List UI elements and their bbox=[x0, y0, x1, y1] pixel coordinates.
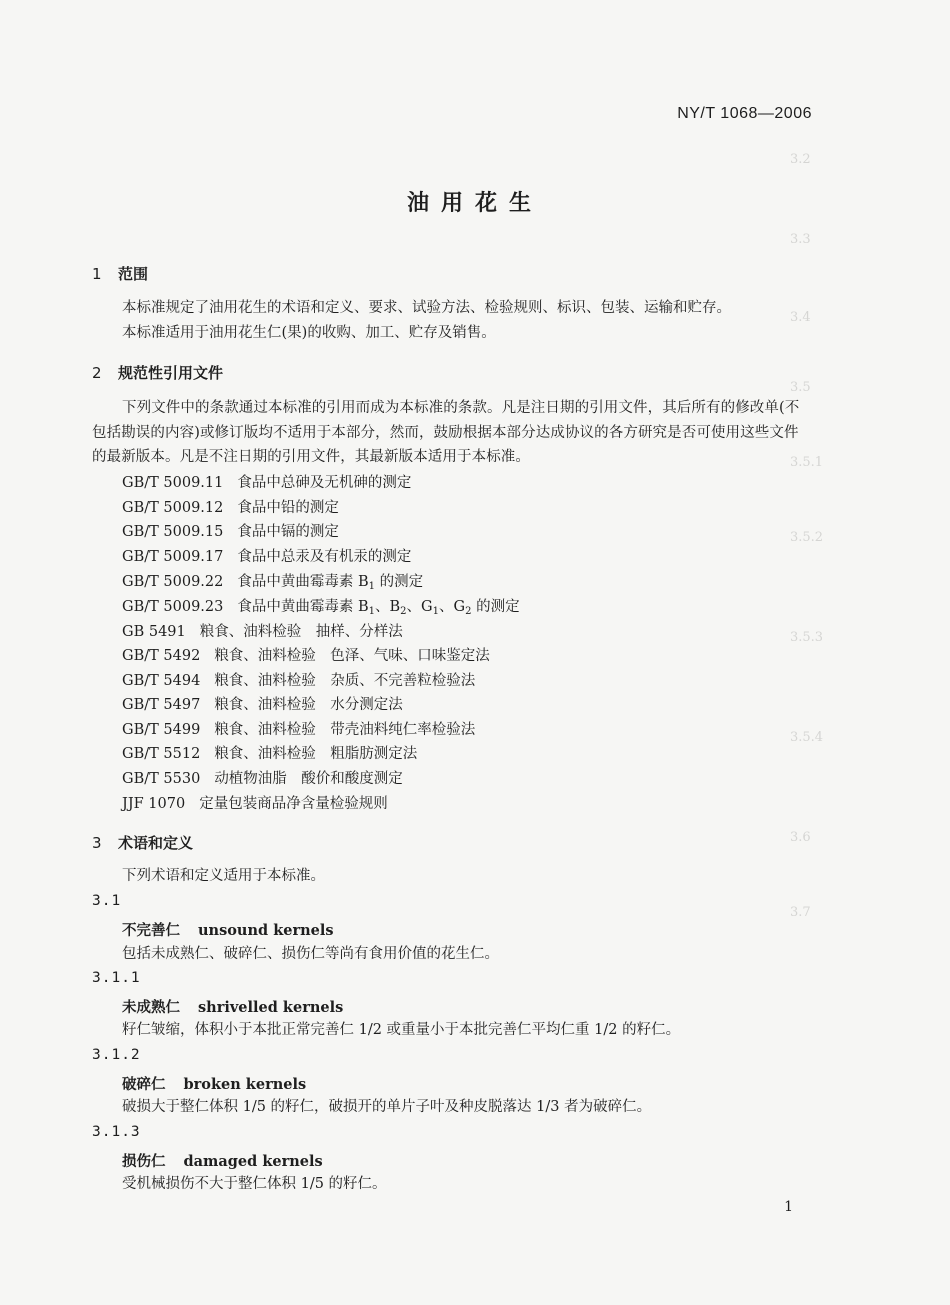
page-number: 1 bbox=[784, 1199, 793, 1215]
term-heading: 不完善仁 unsound kernels bbox=[122, 922, 334, 939]
term-definition: 破损大于整仁体积 1/5 的籽仁，破损开的单片子叶及种皮脱落达 1/3 者为破碎仁。 bbox=[122, 1099, 652, 1115]
section-number: 1 bbox=[92, 265, 102, 283]
reference-item: GB 5491 粮食、油料检验 抽样、分样法 bbox=[122, 624, 403, 640]
bleed-through-text: 3.2 bbox=[790, 152, 811, 167]
reference-item: GB/T 5512 粮食、油料检验 粗脂肪测定法 bbox=[122, 746, 418, 762]
standard-number: NY/T 1068—2006 bbox=[677, 105, 812, 122]
clause-number: 3.1.1 bbox=[92, 970, 141, 986]
reference-item: GB/T 5009.23 食品中黄曲霉毒素 $B_1$、$B_2$、$G_1$、$G_2$ 的测定 bbox=[122, 599, 520, 617]
section-title: 范围 bbox=[118, 265, 149, 283]
reference-item: GB/T 5009.17 食品中总汞及有机汞的测定 bbox=[122, 549, 412, 565]
term-definition: 受机械损伤不大于整仁体积 1/5 的籽仁。 bbox=[122, 1176, 387, 1192]
reference-item: GB/T 5530 动植物油脂 酸价和酸度测定 bbox=[122, 771, 403, 787]
section-heading-terms bbox=[92, 832, 193, 853]
bleed-through-text: 3.5.2 bbox=[790, 530, 824, 545]
bleed-through-text: 3.5.4 bbox=[790, 730, 824, 745]
references-intro-paragraph: 下列文件中的条款通过本标准的引用而成为本标准的条款。凡是注日期的引用文件，其后所有的修改单(不包括勘误的内容)或修订版均不适用于本部分，然而，鼓励根据本部分达成协议的各方研究是否可使用这些文件的最新版本。凡是不注日期的引用文件，其最新版本适用于本标准。 bbox=[92, 400, 800, 465]
section-title: 术语和定义 bbox=[118, 834, 194, 852]
bleed-through-text: 3.4 bbox=[790, 310, 811, 325]
clause-number: 3.1 bbox=[92, 893, 122, 909]
term-heading: 未成熟仁 shrivelled kernels bbox=[122, 999, 344, 1016]
reference-item: GB/T 5009.11 食品中总砷及无机砷的测定 bbox=[122, 475, 412, 491]
section-title: 规范性引用文件 bbox=[118, 364, 224, 382]
clause-number: 3.1.3 bbox=[92, 1124, 141, 1140]
bleed-through-text: 3.3 bbox=[790, 232, 811, 247]
document-title: 油用花生 bbox=[406, 191, 543, 216]
term-definition: 籽仁皱缩，体积小于本批正常完善仁 1/2 或重量小于本批完善仁平均仁重 1/2 的籽仁。 bbox=[122, 1022, 681, 1038]
reference-item: GB/T 5492 粮食、油料检验 色泽、气味、口味鉴定法 bbox=[122, 648, 490, 664]
bleed-through-text: 3.5 bbox=[790, 380, 811, 395]
bleed-through-text: 3.6 bbox=[790, 830, 811, 845]
term-heading: 损伤仁 damaged kernels bbox=[122, 1153, 323, 1170]
reference-item: JJF 1070 定量包装商品净含量检验规则 bbox=[122, 796, 388, 812]
term-definition: 包括未成熟仁、破碎仁、损伤仁等尚有食用价值的花生仁。 bbox=[122, 946, 499, 962]
section-heading-normative-references bbox=[92, 362, 223, 383]
scope-paragraph-1: 本标准规定了油用花生的术语和定义、要求、试验方法、检验规则、标识、包装、运输和贮存。 bbox=[122, 300, 731, 316]
bleed-through-text: 3.7 bbox=[790, 905, 811, 920]
bleed-through-text: 3.5.3 bbox=[790, 630, 824, 645]
reference-item: GB/T 5494 粮食、油料检验 杂质、不完善粒检验法 bbox=[122, 673, 476, 689]
reference-item: GB/T 5009.12 食品中铅的测定 bbox=[122, 500, 339, 516]
bleed-through-text: 3.5.1 bbox=[790, 455, 824, 470]
section-number: 3 bbox=[92, 834, 102, 852]
reference-item: GB/T 5497 粮食、油料检验 水分测定法 bbox=[122, 697, 403, 713]
reference-item: GB/T 5499 粮食、油料检验 带壳油料纯仁率检验法 bbox=[122, 722, 476, 738]
reference-item: GB/T 5009.15 食品中镉的测定 bbox=[122, 524, 339, 540]
section-number: 2 bbox=[92, 364, 102, 382]
clause-number: 3.1.2 bbox=[92, 1047, 141, 1063]
section-heading-scope bbox=[92, 263, 148, 284]
term-heading: 破碎仁 broken kernels bbox=[122, 1076, 307, 1093]
terms-intro: 下列术语和定义适用于本标准。 bbox=[122, 868, 325, 884]
reference-item: GB/T 5009.22 食品中黄曲霉毒素 $B_1$ 的测定 bbox=[122, 574, 424, 592]
scope-paragraph-2: 本标准适用于油用花生仁(果)的收购、加工、贮存及销售。 bbox=[122, 325, 496, 341]
